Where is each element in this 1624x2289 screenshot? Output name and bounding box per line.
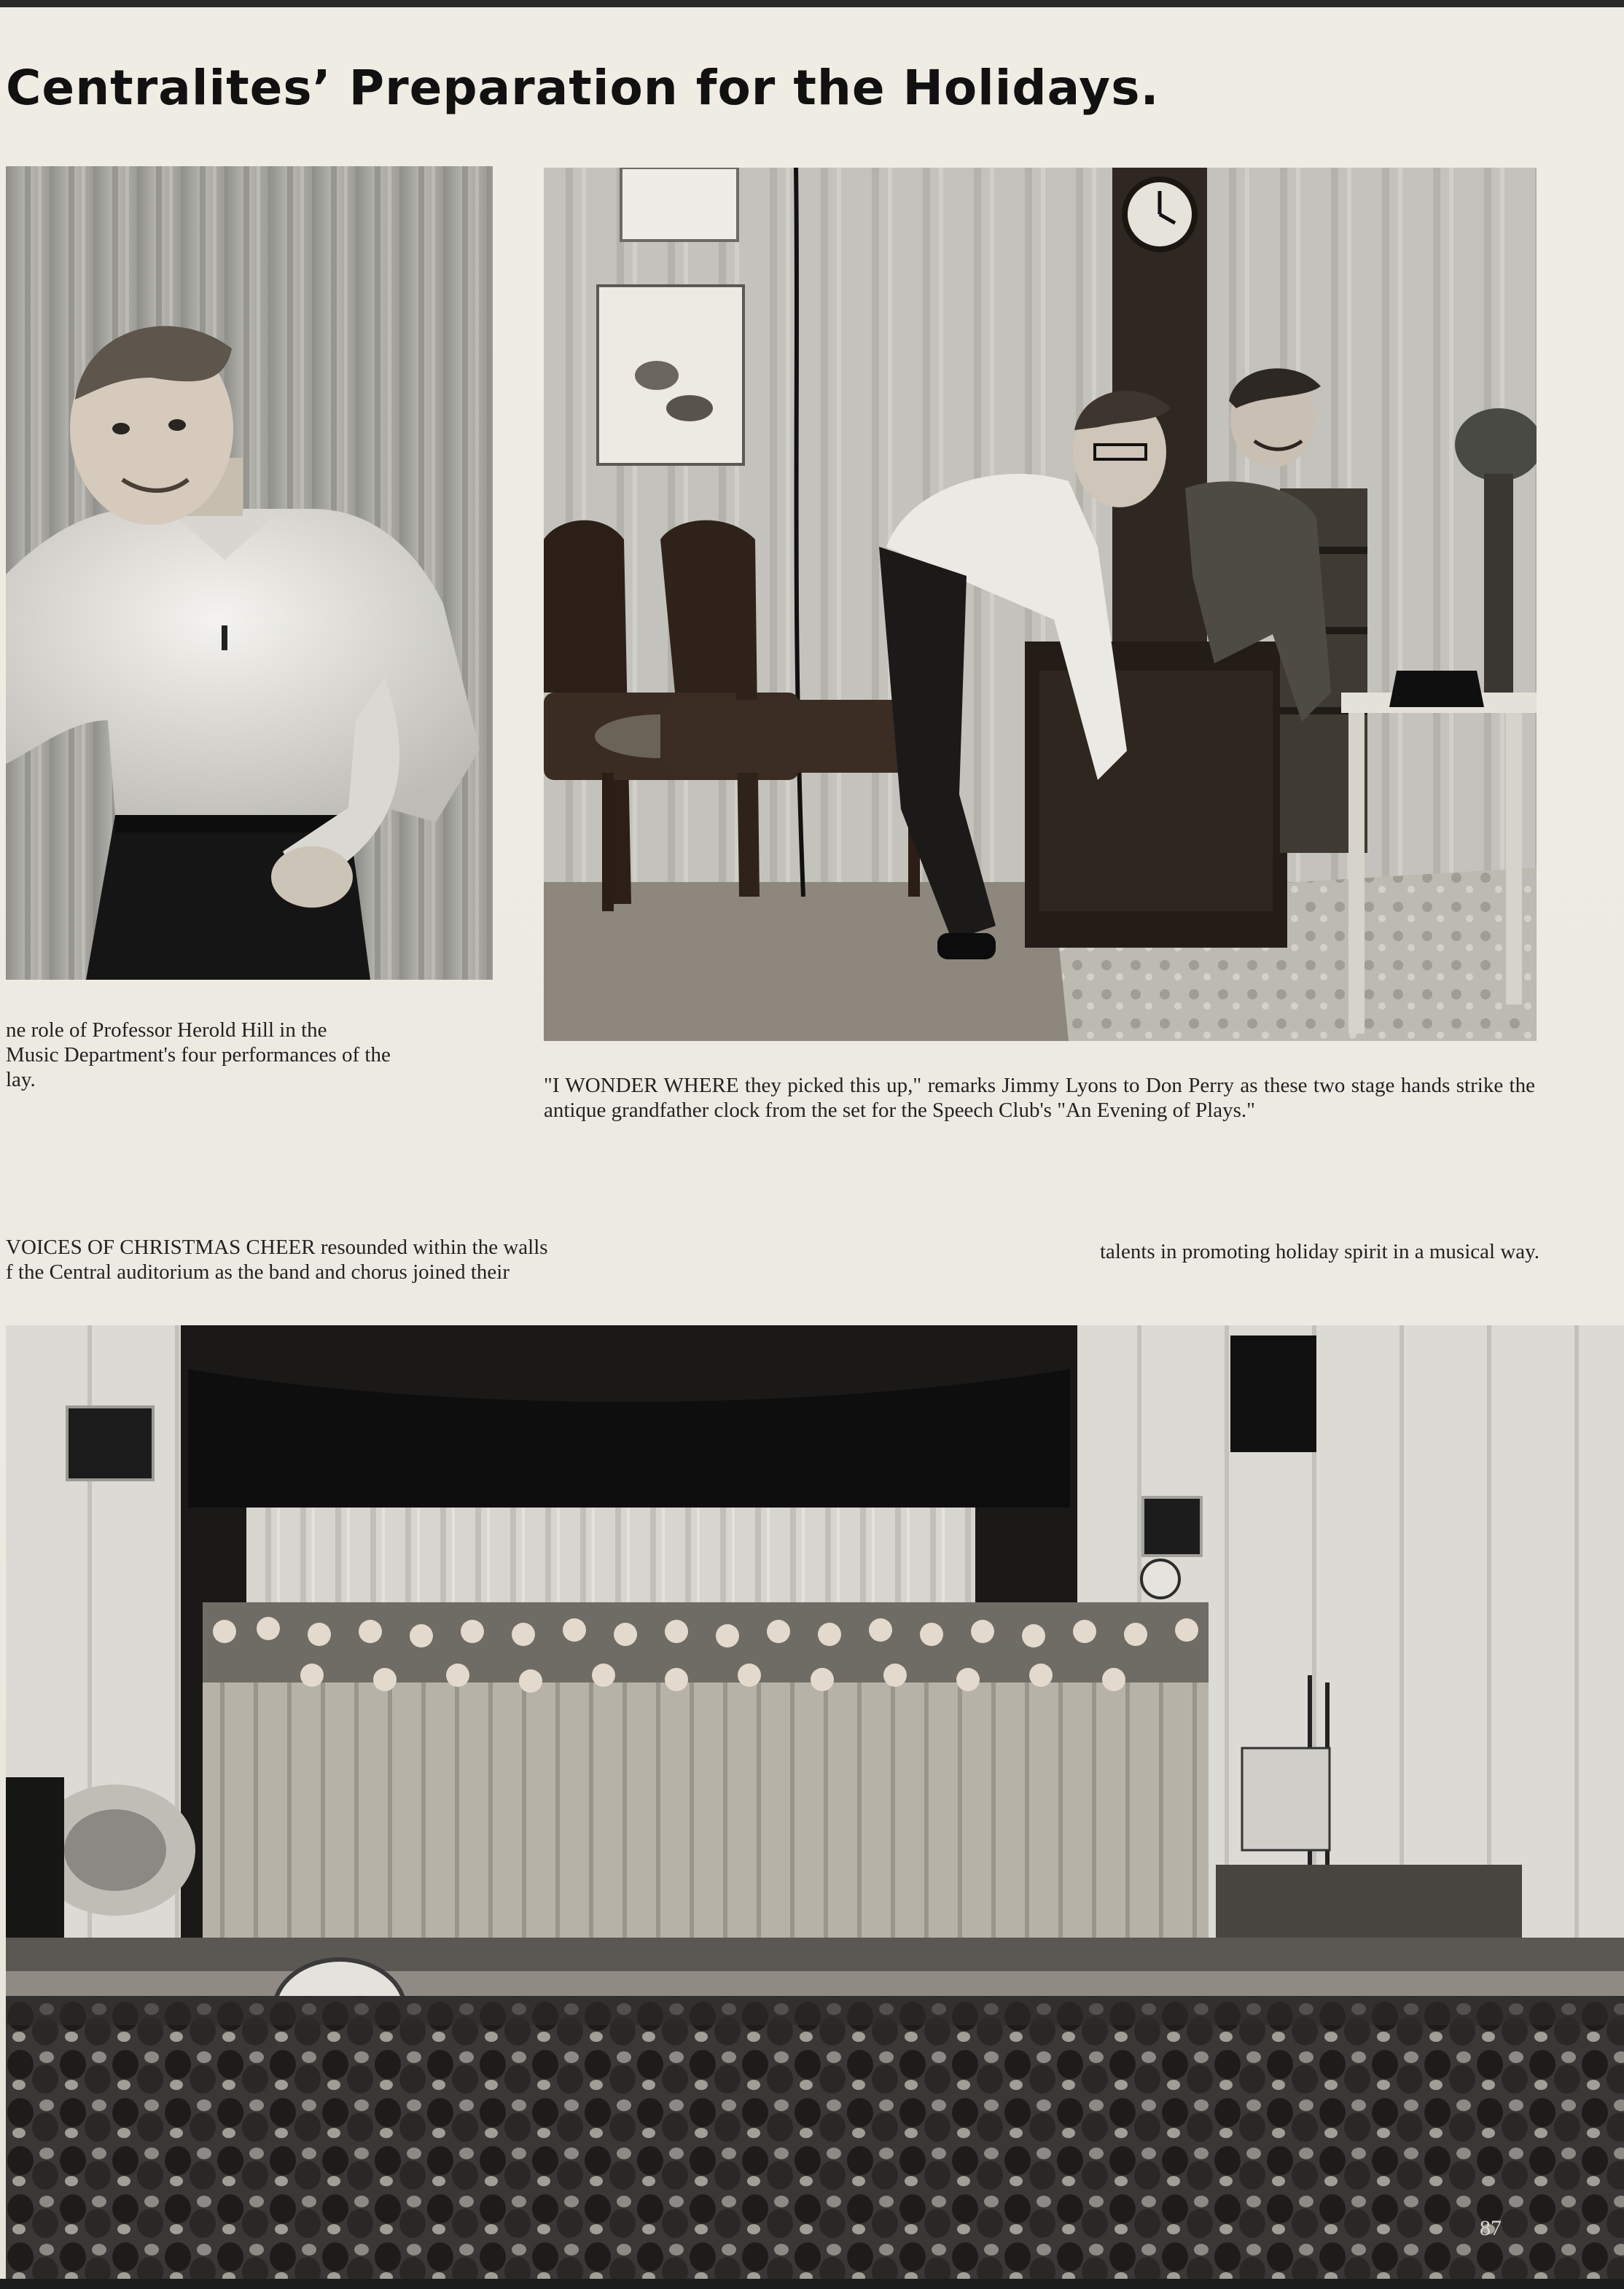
auditorium-photo-image [6,1325,1624,2289]
top-edge [0,0,1624,7]
caption-voices-line: f the Central auditorium as the band and chorus joined their [6,1260,510,1284]
caption-professor-line: lay. [6,1068,36,1091]
caption-stagehands: "I WONDER WHERE they picked this up," remarks Jimmy Lyons to Don Perry as these two stage hands strike the antique grandfather clock from the set for the Speech Club's "An Evening of Plays." [544,1074,1535,1122]
professor-photo-image [6,166,493,980]
caption-professor [6,1018,491,1092]
caption-professor-line: Music Department's four performances of the [6,1043,391,1066]
stagehands-photo [544,168,1537,1041]
page-headline: Centralites’ Preparation for the Holidays. [6,60,1160,116]
auditorium-photo [6,1325,1624,2289]
page-number: 87 [1480,2216,1502,2240]
caption-voices [6,1235,714,1284]
stagehands-photo-image [544,168,1537,1041]
caption-professor-line: ne role of Professor Herold Hill in the [6,1018,327,1042]
professor-photo [6,166,493,980]
caption-voices-line: VOICES OF CHRISTMAS CHEER resounded within the walls [6,1236,548,1259]
bottom-edge [0,2279,1624,2289]
caption-talents: talents in promoting holiday spirit in a musical way. [1100,1240,1539,1263]
